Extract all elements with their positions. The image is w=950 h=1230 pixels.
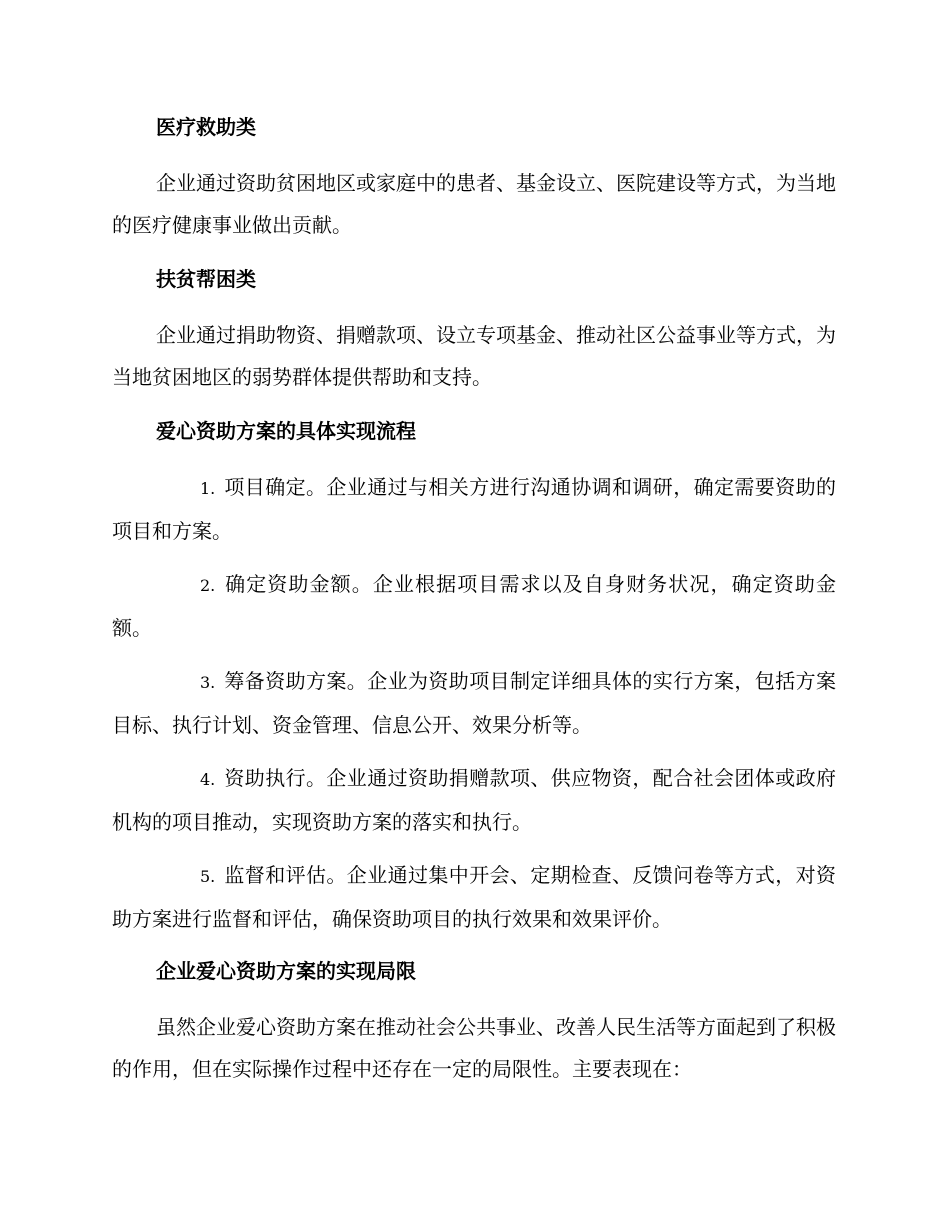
section-heading-limits: 企业爱心资助方案的实现局限 (156, 959, 416, 983)
list-item (112, 854, 836, 940)
paragraph-limits (112, 1006, 836, 1090)
section-heading-poverty: 扶贫帮困类 (156, 267, 256, 291)
paragraph-medical (112, 162, 836, 246)
list-item-number: 5. (200, 867, 216, 886)
list-item-text: 监督和评估。企业通过集中开会、定期检查、反馈问卷等方式，对资助方案进行监督和评估，确保资助项目的执行效果和效果评价。 (112, 863, 836, 931)
section-heading-medical: 医疗救助类 (156, 115, 256, 139)
list-item (112, 660, 836, 746)
list-item-number: 2. (200, 576, 216, 595)
list-item-number: 1. (200, 479, 216, 498)
list-item (112, 466, 836, 552)
section-heading-process: 爱心资助方案的具体实现流程 (156, 419, 416, 443)
list-item (112, 563, 836, 649)
list-item-text: 资助执行。企业通过资助捐赠款项、供应物资，配合社会团体或政府机构的项目推动，实现资助方案的落实和执行。 (112, 766, 836, 834)
list-item-text: 筹备资助方案。企业为资助项目制定详细具体的实行方案，包括方案目标、执行计划、资金管理、信息公开、效果分析等。 (112, 669, 836, 737)
list-item-text: 确定资助金额。企业根据项目需求以及自身财务状况，确定资助金额。 (112, 572, 836, 640)
paragraph-medical-text: 企业通过资助贫困地区或家庭中的患者、基金设立、医院建设等方式，为当地的医疗健康事业做出贡献。 (112, 171, 836, 237)
list-item-text: 项目确定。企业通过与相关方进行沟通协调和调研，确定需要资助的项目和方案。 (112, 475, 836, 543)
paragraph-limits-text: 虽然企业爱心资助方案在推动社会公共事业、改善人民生活等方面起到了积极的作用，但在实际操作过程中还存在一定的局限性。主要表现在： (112, 1015, 836, 1081)
paragraph-poverty (112, 314, 836, 398)
paragraph-poverty-text: 企业通过捐助物资、捐赠款项、设立专项基金、推动社区公益事业等方式，为当地贫困地区的弱势群体提供帮助和支持。 (112, 323, 836, 389)
list-item-number: 3. (200, 673, 216, 692)
list-item (112, 757, 836, 843)
list-item-number: 4. (200, 770, 216, 789)
